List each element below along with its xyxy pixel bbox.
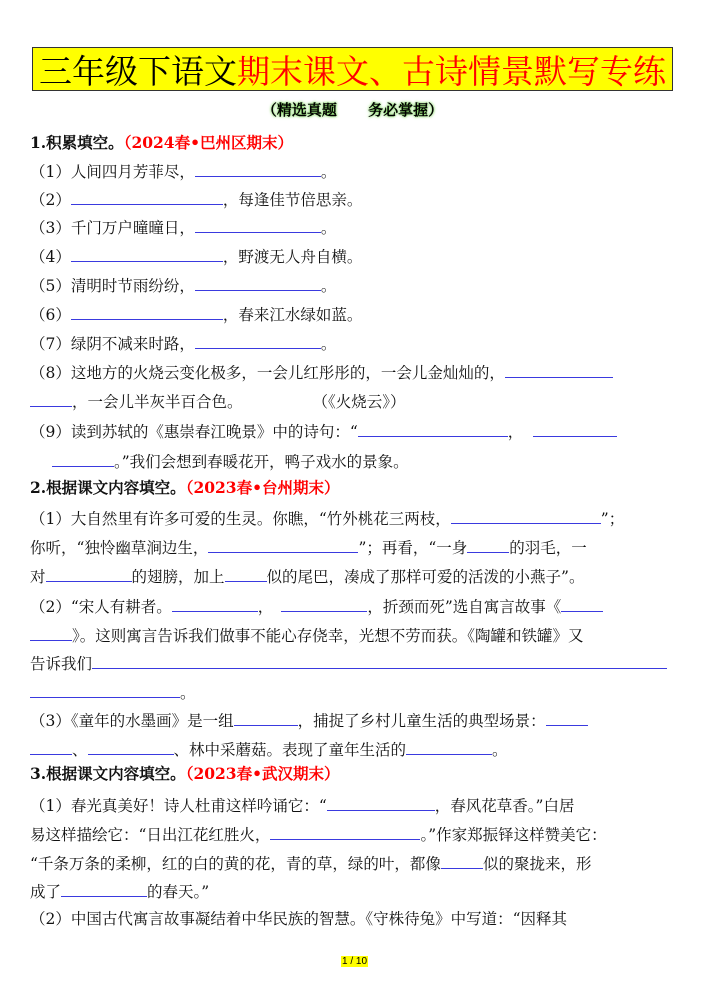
question-3-1-cont3: [30, 880, 209, 902]
title-grade: 三年级下语文: [39, 51, 237, 91]
answer-blank[interactable]: [52, 450, 114, 467]
question-1-9-cont: [30, 450, 409, 472]
prompt-text: ，每逢佳节倍思亲。: [222, 191, 363, 209]
prompt-text: （5）清明时节雨纷纷，: [30, 277, 195, 295]
question-3-1-cont2: [30, 852, 591, 874]
prompt-text: 的春天。”: [147, 883, 210, 901]
prompt-text: “千条万条的柔柳，红的白的黄的花，青的草，绿的叶，都像: [30, 855, 441, 873]
prompt-text: 。: [320, 219, 337, 237]
prompt-text: 》。这则寓言告诉我们做事不能心存侥幸，光想不劳而获。《陶罐和铁罐》又: [72, 627, 584, 645]
question-3-2: [30, 909, 567, 929]
section-3-header: [30, 764, 340, 784]
answer-blank[interactable]: [46, 565, 132, 582]
answer-blank[interactable]: [195, 216, 321, 233]
prompt-text: ，一会儿半灰半百合色。: [72, 393, 243, 411]
answer-blank[interactable]: [30, 681, 180, 698]
source-reference: （《火烧云》）: [312, 393, 406, 411]
question-1-2: [30, 188, 362, 210]
question-1-8: [30, 361, 613, 383]
prompt-text: 的翅膀，加上: [131, 568, 225, 586]
prompt-text: ，春风花草香。”白居: [434, 797, 575, 815]
prompt-text: ，捕捉了乡村儿童生活的典型场景：: [297, 712, 546, 730]
prompt-text: 似的聚拢来，形: [482, 855, 592, 873]
section-1-header: [30, 133, 293, 153]
prompt-text: 对: [30, 568, 46, 586]
prompt-text: 成了: [30, 883, 62, 901]
answer-blank[interactable]: [195, 274, 321, 291]
prompt-text: （2）: [30, 191, 71, 209]
prompt-text: 你听，“独怜幽草涧边生，: [30, 539, 209, 557]
question-1-9: [30, 420, 617, 442]
answer-blank[interactable]: [88, 738, 174, 755]
section-title: 1.积累填空。: [30, 133, 124, 152]
answer-blank[interactable]: [327, 794, 435, 811]
answer-blank[interactable]: [234, 709, 298, 726]
prompt-text: ，: [257, 598, 274, 616]
prompt-text: 。: [320, 163, 337, 181]
question-2-3: [30, 709, 588, 731]
page-number: 1 / 10: [342, 956, 368, 967]
answer-blank[interactable]: [561, 595, 603, 612]
prompt-text: 、林中采蘑菇。表现了童年生活的: [173, 741, 407, 759]
section-title: 3.根据课文内容填空。: [30, 764, 186, 783]
answer-blank[interactable]: [195, 160, 321, 177]
prompt-text: 。: [492, 741, 508, 759]
prompt-text: （8）这地方的火烧云变化极多，一会儿红彤彤的，一会儿金灿灿的，: [30, 364, 505, 382]
subtitle: （精选真题 务必掌握）: [261, 101, 444, 119]
prompt-text: 。: [320, 277, 337, 295]
prompt-text: ，春来江水绿如蓝。: [222, 306, 363, 324]
prompt-text: 易这样描绘它：“日出江花红胜火，: [30, 826, 271, 844]
answer-blank[interactable]: [92, 652, 667, 669]
question-1-7: [30, 332, 336, 354]
question-1-6: [30, 303, 362, 325]
answer-blank[interactable]: [61, 880, 147, 897]
answer-blank[interactable]: [71, 303, 223, 320]
answer-blank[interactable]: [358, 420, 508, 437]
answer-blank[interactable]: [195, 332, 321, 349]
question-2-2: [30, 595, 603, 617]
prompt-text: 。”作家郑振铎这样赞美它：: [420, 826, 607, 844]
question-2-3-cont: [30, 738, 508, 760]
prompt-text: 的羽毛，一: [509, 539, 587, 557]
prompt-text: 、: [72, 741, 88, 759]
prompt-text: （6）: [30, 306, 71, 324]
section-2-header: [30, 478, 340, 498]
prompt-text: （3）《童年的水墨画》是一组: [30, 712, 234, 730]
answer-blank[interactable]: [30, 738, 72, 755]
question-1-4: [30, 245, 362, 267]
question-3-1-cont: [30, 823, 607, 845]
prompt-text: （3）千门万户曈曈日，: [30, 219, 195, 237]
answer-blank[interactable]: [533, 420, 617, 437]
answer-blank[interactable]: [441, 852, 483, 869]
answer-blank[interactable]: [71, 188, 223, 205]
prompt-text: 似的尾巴，凑成了那样可爱的活泼的小燕子”。: [266, 568, 585, 586]
prompt-text: 。: [180, 684, 196, 702]
question-2-2-cont3: [30, 681, 196, 703]
prompt-text: （2）中国古代寓言故事凝结着中华民族的智慧。《守株待兔》中写道：“因释其: [30, 910, 568, 928]
prompt-text: ”；再看，“一身: [358, 539, 468, 557]
question-1-3: [30, 216, 336, 238]
answer-blank[interactable]: [225, 565, 267, 582]
section-source: （2023春•武汉期末）: [185, 764, 340, 783]
section-title: 2.根据课文内容填空。: [30, 478, 186, 497]
prompt-text: （4）: [30, 248, 71, 266]
prompt-text: （9）读到苏轼的《惠崇春江晚景》中的诗句：“: [30, 423, 358, 441]
answer-blank[interactable]: [406, 738, 492, 755]
title-topic: 期末课文、古诗情景默写专练: [237, 51, 666, 91]
section-source: （2023春•台州期末）: [185, 478, 340, 497]
prompt-text: 。”我们会想到春暖花开，鸭子戏水的景象。: [114, 453, 409, 471]
answer-blank[interactable]: [270, 823, 420, 840]
page-title: [32, 47, 673, 91]
prompt-text: （1）春光真美好！诗人杜甫这样吟诵它：“: [30, 797, 327, 815]
prompt-text: （1）人间四月芳菲尽，: [30, 163, 195, 181]
prompt-text: 。: [320, 335, 337, 353]
answer-blank[interactable]: [208, 536, 358, 553]
question-2-1: [30, 507, 624, 529]
question-3-1: [30, 794, 574, 816]
question-2-1-cont: [30, 536, 587, 558]
prompt-text: ，: [507, 423, 524, 441]
question-2-2-cont2: [30, 652, 667, 674]
answer-blank[interactable]: [546, 709, 588, 726]
answer-blank[interactable]: [505, 361, 613, 378]
prompt-text: ，折颈而死”选自寓言故事《: [367, 598, 562, 616]
prompt-text: （7）绿阴不减来时路，: [30, 335, 195, 353]
answer-blank[interactable]: [172, 595, 258, 612]
question-1-8-cont: [30, 390, 406, 412]
prompt-text: 告诉我们: [30, 655, 93, 673]
answer-blank[interactable]: [281, 595, 367, 612]
prompt-text: （1）大自然里有许多可爱的生灵。你瞧，“竹外桃花三两枝，: [30, 510, 451, 528]
answer-blank[interactable]: [30, 624, 72, 641]
prompt-text: ，野渡无人舟自横。: [222, 248, 363, 266]
answer-blank[interactable]: [451, 507, 601, 524]
question-2-2-cont: [30, 624, 584, 646]
question-1-5: [30, 274, 336, 296]
section-source: （2024春•巴州区期末）: [123, 133, 293, 152]
prompt-text: ”；: [600, 510, 625, 528]
answer-blank[interactable]: [467, 536, 509, 553]
answer-blank[interactable]: [71, 245, 223, 262]
answer-blank[interactable]: [30, 390, 72, 407]
question-1-1: [30, 160, 336, 182]
prompt-text: （2）“宋人有耕者。: [30, 598, 172, 616]
question-2-1-cont2: [30, 565, 584, 587]
